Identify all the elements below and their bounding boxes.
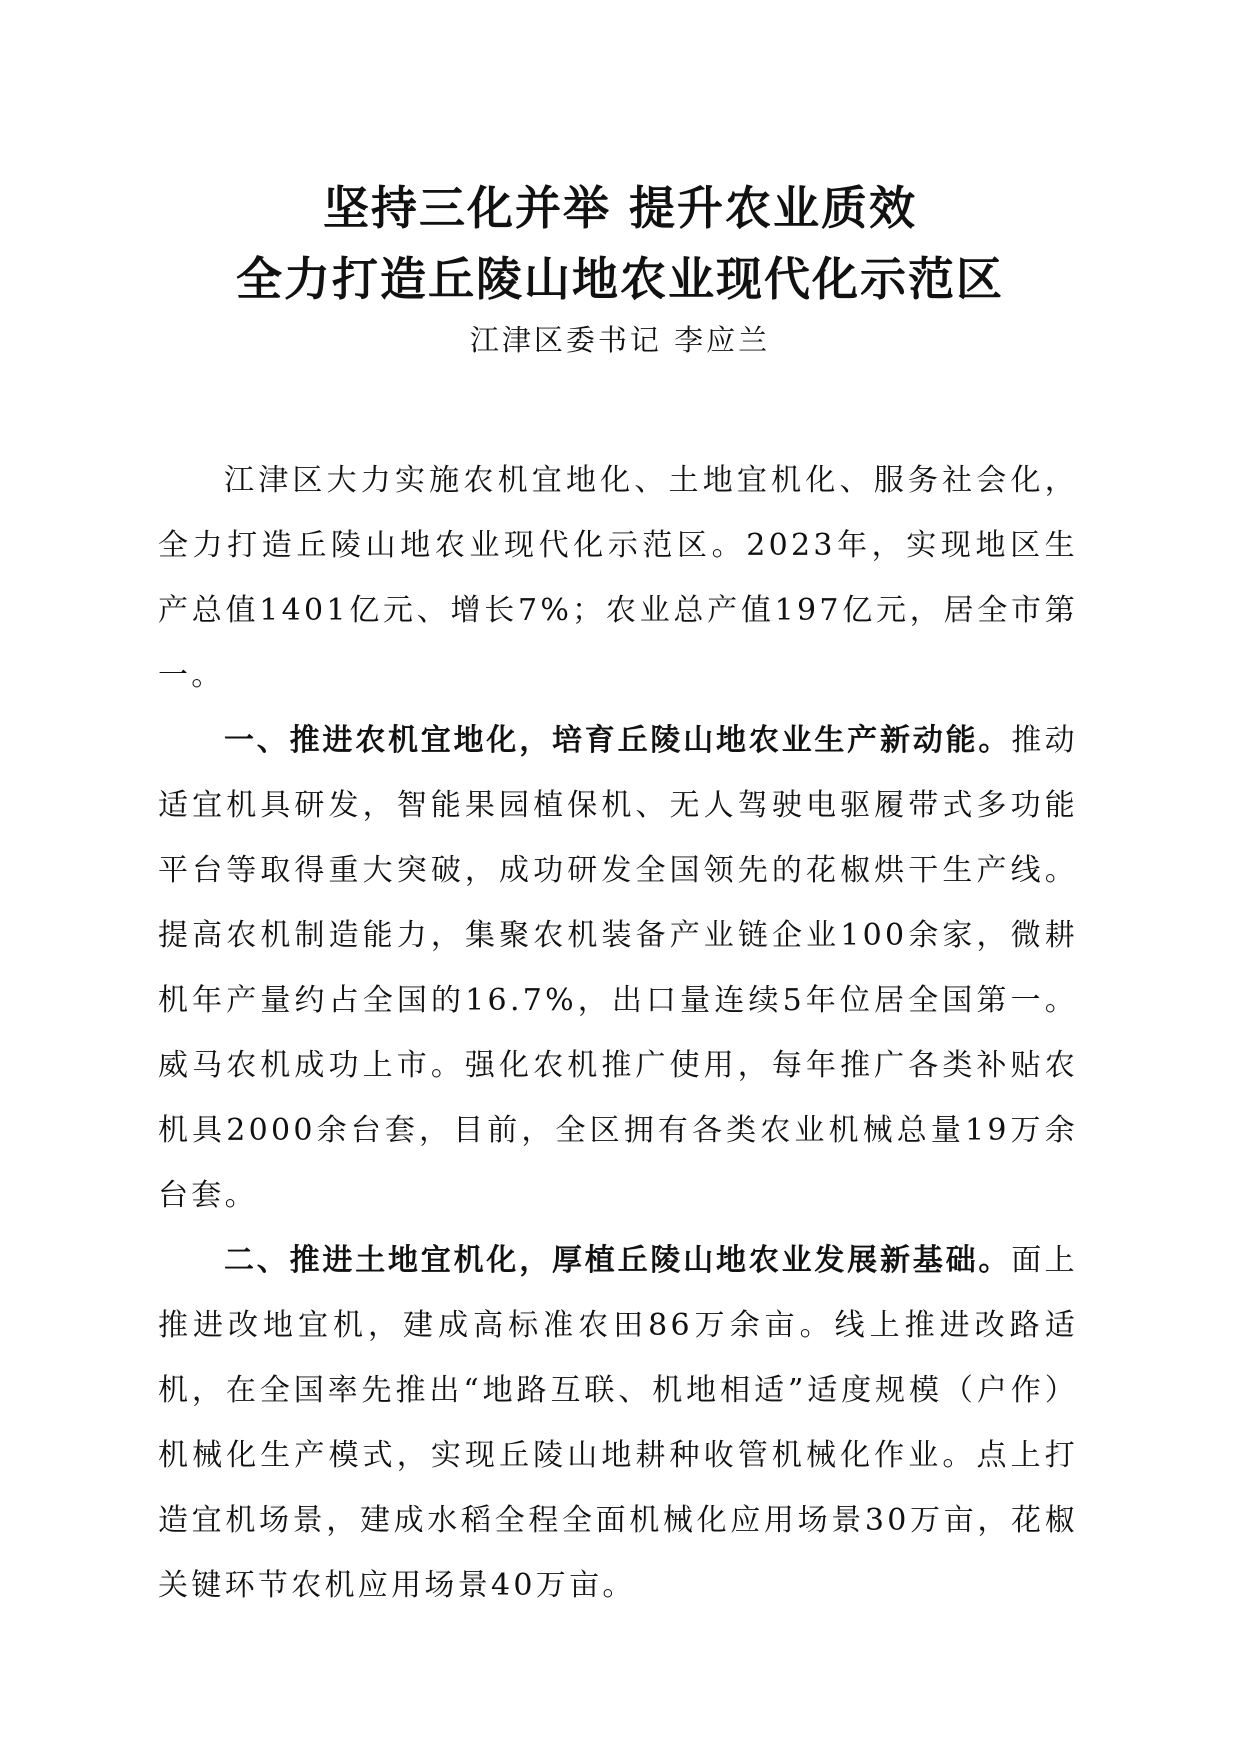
paragraph-intro xyxy=(158,448,1078,708)
paragraph-section-1 xyxy=(158,708,1078,1228)
paragraph-section-2 xyxy=(158,1228,1078,1618)
document-body xyxy=(158,448,1078,1618)
author-byline: 江津区委书记 李应兰 xyxy=(469,323,771,357)
paragraph-text: 江津区大力实施农机宜地化、土地宜机化、服务社会化，全力打造丘陵山地农业现代化示范区。2023年，实现地区生产总值1401亿元、增长7%；农业总产值197亿元，居全市第一。 xyxy=(158,463,1078,693)
section-heading: 二、推进土地宜机化，厚植丘陵山地农业发展新基础。 xyxy=(224,1243,1012,1278)
document-title-line-2: 全力打造丘陵山地农业现代化示范区 xyxy=(236,252,1004,306)
section-heading: 一、推进农机宜地化，培育丘陵山地农业生产新动能。 xyxy=(224,723,1012,758)
document-title-line-1: 坚持三化并举 提升农业质效 xyxy=(322,181,917,235)
paragraph-text: 推动适宜机具研发，智能果园植保机、无人驾驶电驱履带式多功能平台等取得重大突破，成功研发全国领先的花椒烘干生产线。提高农机制造能力，集聚农机装备产业链企业100余家，微耕机年产量约占全国的16.7%，出口量连续5年位居全国第一。威马农机成功上市。强化农机推广使用，每年推广各类补贴农机具2000余台套，目前，全区拥有各类农业机械总量19万余台套。 xyxy=(158,723,1078,1213)
paragraph-text: 面上推进改地宜机，建成高标准农田86万余亩。线上推进改路适机，在全国率先推出“地路互联、机地相适”适度规模（户作）机械化生产模式，实现丘陵山地耕种收管机械化作业。点上打造宜机场景，建成水稻全程全面机械化应用场景30万亩，花椒关键环节农机应用场景40万亩。 xyxy=(158,1243,1078,1603)
